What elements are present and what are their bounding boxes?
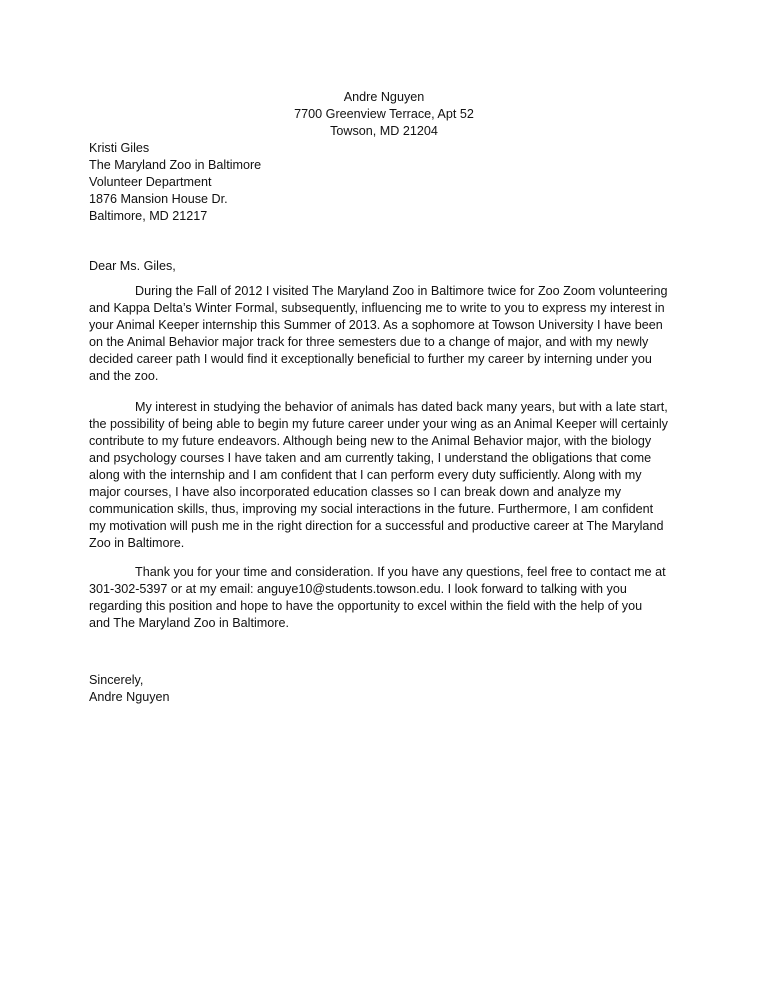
sender-name: Andre Nguyen: [343, 90, 425, 104]
paragraph-line: regarding this position and hope to have the opportunity to excel within the field with the help of you: [89, 599, 643, 613]
paragraph-line: my motivation will push me in the right direction for a successful and productive career at The Maryland: [89, 519, 664, 533]
paragraph-line: and Kappa Delta’s Winter Formal, subsequently, influencing me to write to you to express my interest in: [89, 301, 665, 315]
recipient-city-line: Baltimore, MD 21217: [89, 209, 208, 223]
recipient-organization: The Maryland Zoo in Baltimore: [89, 158, 262, 172]
paragraph-line: and psychology courses I have taken and am currently taking, I understand the obligations that come: [89, 451, 652, 465]
paragraph-line: the possibility of being able to begin my future career under your wing as an Animal Keeper will certainly: [89, 417, 668, 431]
recipient-street: 1876 Mansion House Dr.: [89, 192, 228, 206]
sender-street: 7700 Greenview Terrace, Apt 52: [294, 107, 474, 121]
closing-block: [89, 672, 170, 706]
paragraph-line: and the zoo.: [89, 369, 159, 383]
salutation: Dear Ms. Giles,: [89, 259, 176, 273]
body-paragraph-interest: [89, 399, 679, 552]
valediction: Sincerely,: [89, 673, 144, 687]
recipient-name: Kristi Giles: [89, 141, 150, 155]
paragraph-line: Zoo in Baltimore.: [89, 536, 185, 550]
paragraph-line: and The Maryland Zoo in Baltimore.: [89, 616, 289, 630]
paragraph-line: Thank you for your time and consideration. If you have any questions, feel free to contact me at: [135, 565, 666, 579]
paragraph-line: along with the internship and I am confident that I can perform every duty sufficiently. Along with my: [89, 468, 642, 482]
body-paragraph-intro: [89, 283, 679, 385]
paragraph-line: contribute to my future endeavors. Although being new to the Animal Behavior major, with the biology: [89, 434, 652, 448]
paragraph-line: your Animal Keeper internship this Summer of 2013. As a sophomore at Towson University I have been: [89, 318, 663, 332]
paragraph-line: decided career path I would find it exceptionally beneficial to further my career by interning under you: [89, 352, 652, 366]
paragraph-line: major courses, I have also incorporated education classes so I can break down and analyze my: [89, 485, 622, 499]
paragraph-line: 301-302-5397 or at my email: anguye10@students.towson.edu. I look forward to talking with you: [89, 582, 627, 596]
recipient-address-block: [89, 140, 261, 225]
sender-address-block: [0, 89, 768, 140]
recipient-department: Volunteer Department: [89, 175, 212, 189]
paragraph-line: During the Fall of 2012 I visited The Maryland Zoo in Baltimore twice for Zoo Zoom volunteering: [135, 284, 668, 298]
signature-name: Andre Nguyen: [89, 690, 170, 704]
paragraph-line: My interest in studying the behavior of animals has dated back many years, but with a late start,: [135, 400, 668, 414]
body-paragraph-thanks: [89, 564, 679, 632]
sender-city-line: Towson, MD 21204: [330, 124, 438, 138]
paragraph-line: communication skills, thus, improving my social interactions in the future. Furthermore, I am confident: [89, 502, 654, 516]
paragraph-line: on the Animal Behavior major track for three semesters due to a change of major, and with my newly: [89, 335, 649, 349]
